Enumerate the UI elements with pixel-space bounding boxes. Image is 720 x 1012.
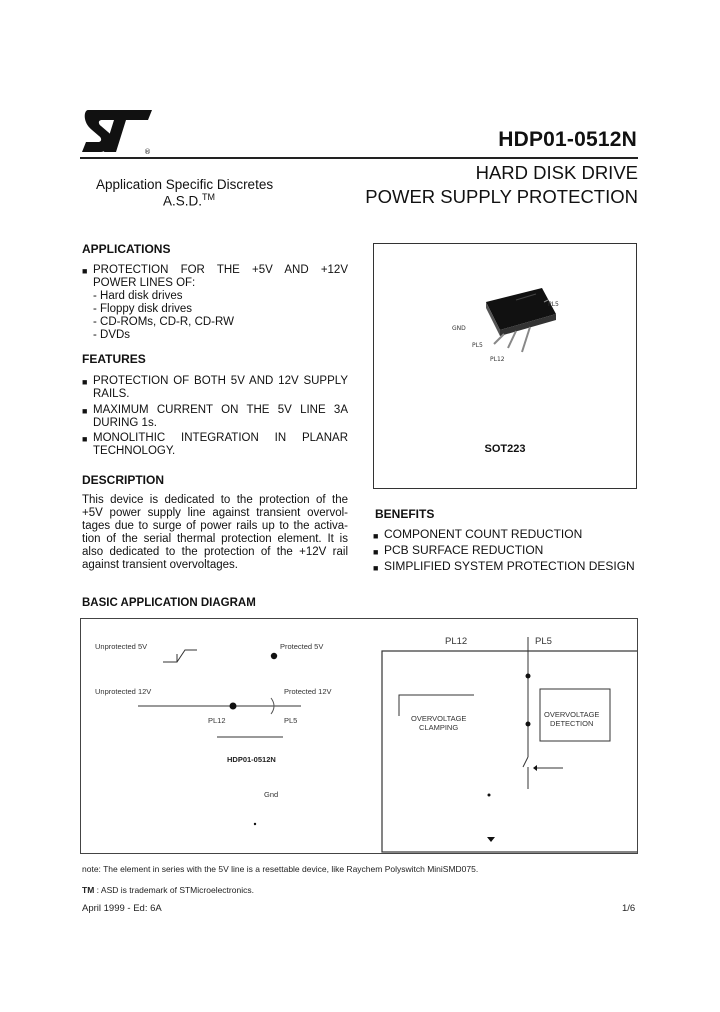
pin-label-pl5-top: PL5: [548, 301, 559, 308]
bullet-icon: ■: [373, 547, 379, 557]
label-protected-12v: Protected 12V: [284, 687, 332, 696]
st-logo: [80, 108, 156, 156]
description-heading: DESCRIPTION: [82, 473, 165, 487]
sot223-package-icon: [444, 282, 574, 382]
footer-page: 1/6: [622, 903, 636, 914]
bullet-icon: ■: [373, 531, 379, 541]
title-line-2: POWER SUPPLY PROTECTION: [365, 186, 638, 207]
label-gnd: Gnd: [264, 790, 279, 799]
benefit-item: PCB SURFACE REDUCTION: [384, 543, 544, 557]
diagram-drawing: [81, 619, 637, 853]
feature-item: MONOLITHIC INTEGRATION IN PLANAR TECHNOLOGY.: [93, 432, 348, 457]
category-line-1: Application Specific Discretes: [96, 177, 274, 192]
applications-heading: APPLICATIONS: [82, 242, 171, 256]
title-line-1: HARD DISK DRIVE: [475, 162, 638, 183]
diagram-heading: BASIC APPLICATION DIAGRAM: [82, 597, 256, 609]
bullet-icon: ■: [373, 563, 379, 573]
label-protected-5v: Protected 5V: [280, 642, 324, 651]
application-diagram: [80, 618, 638, 854]
description-text: This device is dedicated to the protection of the +5V power supply line against transient overvol- tages due to surge of power rails up to the activa- tion of the serial thermal protection element. It is also dedicated to the protection of the +12V rail against transient overvoltages.: [82, 494, 348, 571]
right-label-pl5: PL5: [535, 636, 552, 647]
device-label: HDP01-0512N: [227, 755, 276, 764]
label-unprotected-12v: Unprotected 12V: [95, 687, 152, 696]
package-label: SOT223: [484, 443, 526, 455]
pin-label-pl5: PL5: [472, 342, 483, 349]
note-text: note: The element in series with the 5V line is a resettable device, like Raychem Polyswitch MiniSMD075.: [82, 864, 479, 874]
trademark-note: TM : ASD is trademark of STMicroelectronics.: [82, 885, 254, 895]
detection-label: OVERVOLTAGE DETECTION: [544, 710, 600, 728]
part-number: HDP01-0512N: [498, 128, 637, 151]
features-heading: FEATURES: [82, 352, 146, 366]
label-pl12: PL12: [208, 716, 226, 725]
header-divider: [80, 157, 638, 159]
feature-item: MAXIMUM CURRENT ON THE 5V LINE 3A DURING 1s.: [93, 404, 348, 429]
bullet-icon: ■: [82, 434, 88, 444]
benefit-item: COMPONENT COUNT REDUCTION: [384, 527, 583, 541]
bullet-icon: ■: [82, 406, 88, 416]
bullet-icon: ■: [82, 266, 88, 276]
feature-item: PROTECTION OF BOTH 5V AND 12V SUPPLY RAILS.: [93, 375, 348, 400]
svg-text:®: ®: [144, 148, 151, 156]
category-line-2: A.S.D.™: [163, 192, 216, 209]
pin-label-pl12: PL12: [490, 356, 505, 363]
clamping-label: OVERVOLTAGE CLAMPING: [411, 714, 467, 732]
footer-date: April 1999 - Ed: 6A: [82, 903, 162, 914]
label-unprotected-5v: Unprotected 5V: [95, 642, 148, 651]
benefits-heading: BENEFITS: [375, 507, 435, 521]
benefit-item: SIMPLIFIED SYSTEM PROTECTION DESIGN: [384, 559, 635, 573]
bullet-icon: ■: [82, 377, 88, 387]
pin-label-gnd: GND: [452, 325, 466, 332]
label-pl5: PL5: [284, 716, 298, 725]
applications-item: PROTECTION FOR THE +5V AND +12V POWER LINES OF: - Hard disk drives - Floppy disk drives - CD-ROMs, CD-R, CD-RW - DVDs: [93, 264, 348, 341]
right-label-pl12: PL12: [445, 636, 468, 647]
package-box: [373, 243, 637, 489]
